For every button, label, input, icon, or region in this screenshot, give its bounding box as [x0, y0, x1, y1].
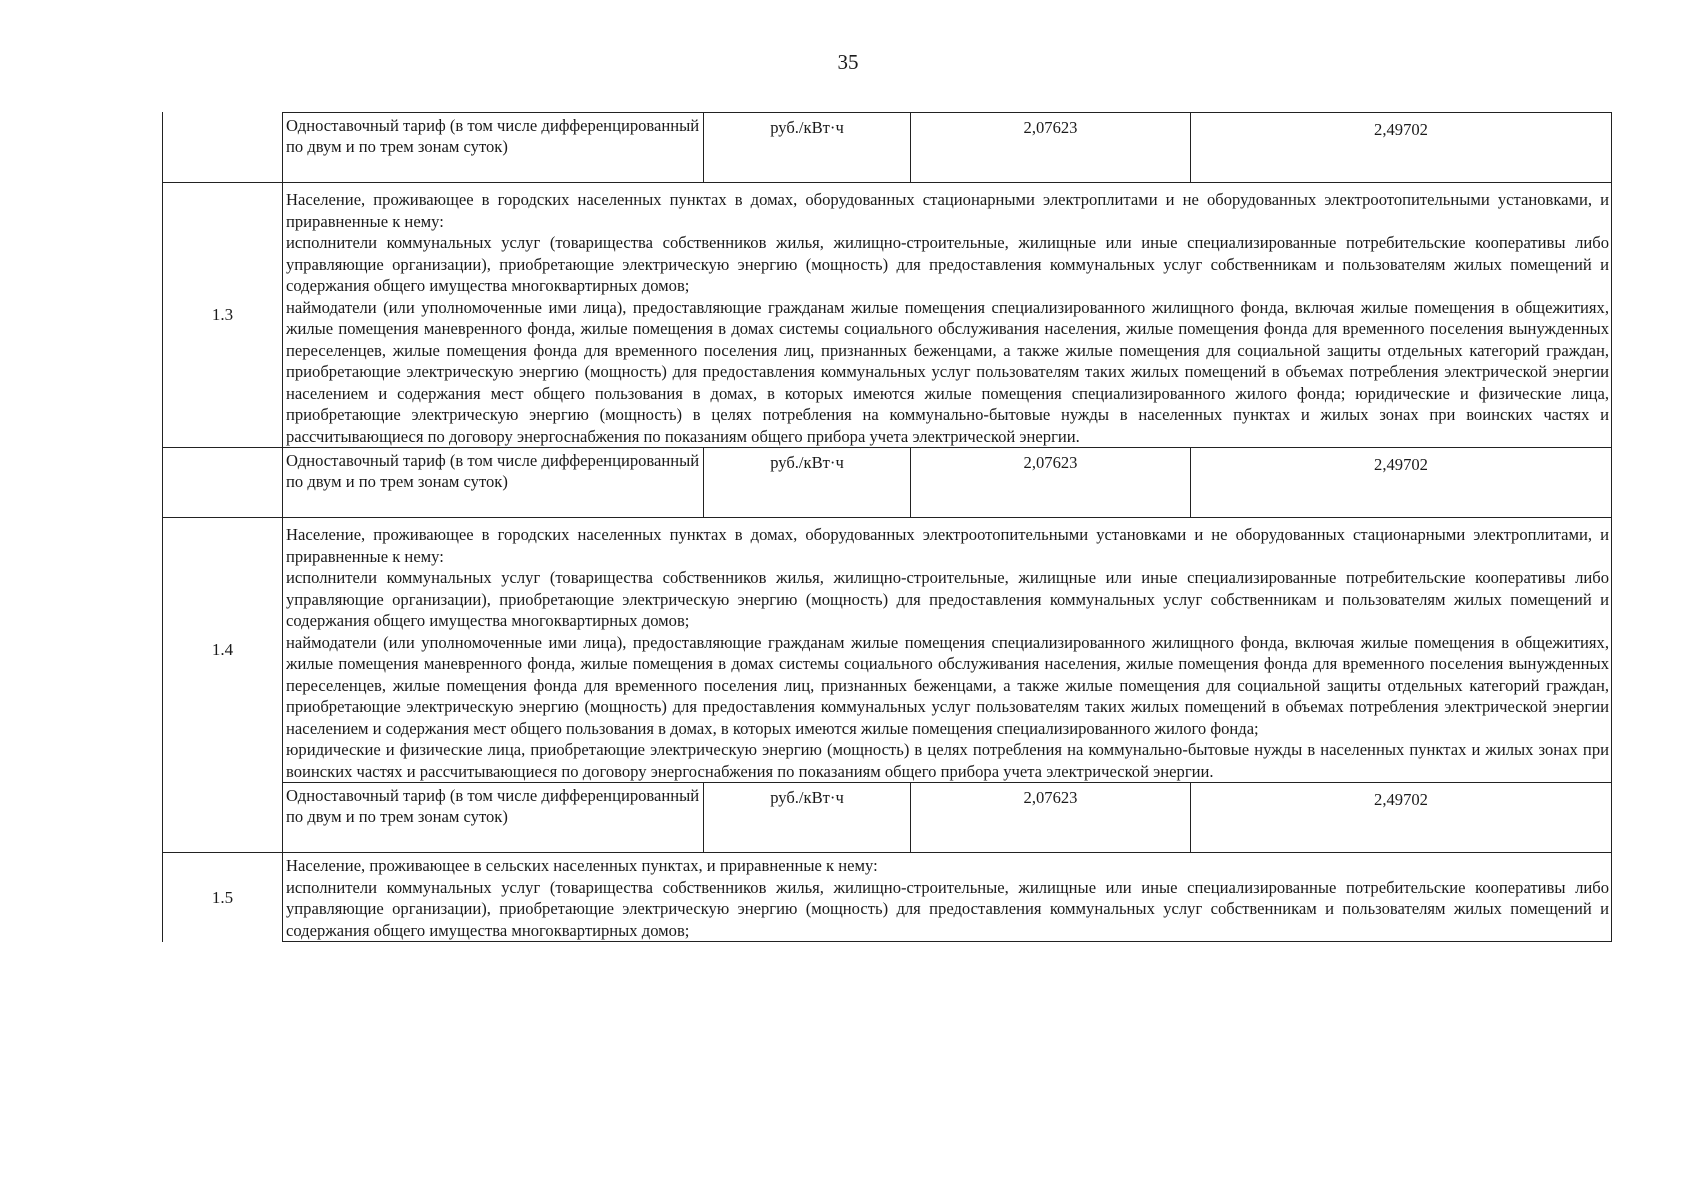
tariff-row	[283, 783, 1611, 852]
section-description	[282, 182, 1612, 447]
tariff-unit: руб./кВт·ч	[703, 113, 910, 182]
tariff-row	[283, 113, 1611, 182]
paragraph: Население, проживающее в городских населенных пунктах в домах, оборудованных стационарными электроплитами и не оборудованных электроотопительными установками, и приравненные к нему:	[286, 190, 1609, 231]
table-row	[162, 182, 1612, 447]
tariff-value-1: 2,07623	[910, 448, 1190, 517]
tariff-unit: руб./кВт·ч	[703, 783, 910, 852]
tariff-cell-group	[282, 112, 1612, 182]
section-number-cell	[162, 782, 282, 852]
paragraph: исполнители коммунальных услуг (товарищества собственников жилья, жилищно-строительные, жилищные или иные специализированные потребительские кооперативы либо управляющие организации), приобретающие электрическую энергию (мощность) для предоставления коммунальных услуг собственникам и пользователям жилых помещений и содержания общего имущества многоквартирных домов;	[286, 877, 1609, 940]
table-row	[162, 112, 1612, 182]
section-number: 1.5	[162, 852, 282, 942]
table-row	[162, 447, 1612, 517]
section-number: 1.4	[162, 517, 282, 782]
paragraph: наймодатели (или уполномоченные ими лица), предоставляющие гражданам жилые помещения специализированного жилищного фонда, включая жилые помещения в общежитиях, жилые помещения маневренного фонда, жилые помещения в домах системы социального обслуживания населения, жилые помещения фонда для временного поселения вынужденных переселенцев, жилые помещения фонда для временного поселения лиц, признанных беженцами, а также жилые помещения для социальной защиты отдельных категорий граждан, приобретающие электрическую энергию (мощность) для предоставления коммунальных услуг пользователям таких жилых помещений в объемах потребления электрической энергии населением и содержания мест общего пользования в домах, в которых имеются жилые помещения специализированного жилого фонда;	[286, 632, 1609, 738]
section-number: 1.3	[162, 182, 282, 447]
section-description	[282, 852, 1612, 942]
tariff-cell-group	[282, 447, 1612, 517]
tariff-value-1: 2,07623	[910, 113, 1190, 182]
tariff-cell-group	[282, 782, 1612, 852]
paragraph: наймодатели (или уполномоченные ими лица), предоставляющие гражданам жилые помещения специализированного жилищного фонда, включая жилые помещения в общежитиях, жилые помещения маневренного фонда, жилые помещения в домах системы социального обслуживания населения, жилые помещения фонда для временного поселения вынужденных переселенцев, жилые помещения фонда для временного поселения лиц, признанных беженцами, а также жилые помещения для социальной защиты отдельных категорий граждан, приобретающие электрическую энергию (мощность) для предоставления коммунальных услуг пользователям таких жилых помещений в объемах потребления электрической энергии населением и содержания мест общего пользования в домах, в которых имеются жилые помещения специализированного жилого фонда; юридические и физические лица, приобретающие электрическую энергию (мощность) в целях потребления на коммунально-бытовые нужды в населенных пунктах и жилых зонах при воинских частях и рассчитывающиеся по договору энергоснабжения по показаниям общего прибора учета электрической энергии.	[286, 297, 1609, 446]
tariff-label: Одноставочный тариф (в том числе дифференцированный по двум и по трем зонам суток)	[286, 116, 700, 156]
paragraph: Население, проживающее в сельских населенных пунктах, и приравненные к нему:	[286, 856, 878, 875]
tariff-value-2: 2,49702	[1190, 783, 1611, 852]
section-description	[282, 517, 1612, 782]
paragraph: исполнители коммунальных услуг (товарищества собственников жилья, жилищно-строительные, жилищные или иные специализированные потребительские кооперативы либо управляющие организации), приобретающие электрическую энергию (мощность) для предоставления коммунальных услуг собственникам и пользователям жилых помещений и содержания общего имущества многоквартирных домов;	[286, 233, 1609, 295]
paragraph: юридические и физические лица, приобретающие электрическую энергию (мощность) в целях потребления на коммунально-бытовые нужды в населенных пунктах и жилых зонах при воинских частях и рассчитывающиеся по договору энергоснабжения по показаниям общего прибора учета электрической энергии.	[286, 740, 1609, 781]
table-row	[162, 852, 1612, 942]
tariff-value-2: 2,49702	[1190, 113, 1611, 182]
tariff-value-2: 2,49702	[1190, 448, 1611, 517]
tariff-table	[162, 112, 1612, 942]
tariff-value-1: 2,07623	[910, 783, 1190, 852]
paragraph: Население, проживающее в городских населенных пунктах в домах, оборудованных электроотопительными установками и не оборудованных стационарными электроплитами, и приравненные к нему:	[286, 525, 1609, 566]
section-number-cell	[162, 112, 282, 182]
section-number-cell	[162, 447, 282, 517]
tariff-unit: руб./кВт·ч	[703, 448, 910, 517]
paragraph: исполнители коммунальных услуг (товарищества собственников жилья, жилищно-строительные, жилищные или иные специализированные потребительские кооперативы либо управляющие организации), приобретающие электрическую энергию (мощность) для предоставления коммунальных услуг собственникам и пользователям жилых помещений и содержания общего имущества многоквартирных домов;	[286, 568, 1609, 630]
tariff-row	[283, 448, 1611, 517]
page-number: 35	[837, 50, 859, 74]
table-row	[162, 517, 1612, 782]
tariff-label: Одноставочный тариф (в том числе дифференцированный по двум и по трем зонам суток)	[286, 786, 700, 826]
table-row	[162, 782, 1612, 852]
tariff-label: Одноставочный тариф (в том числе дифференцированный по двум и по трем зонам суток)	[286, 451, 700, 491]
